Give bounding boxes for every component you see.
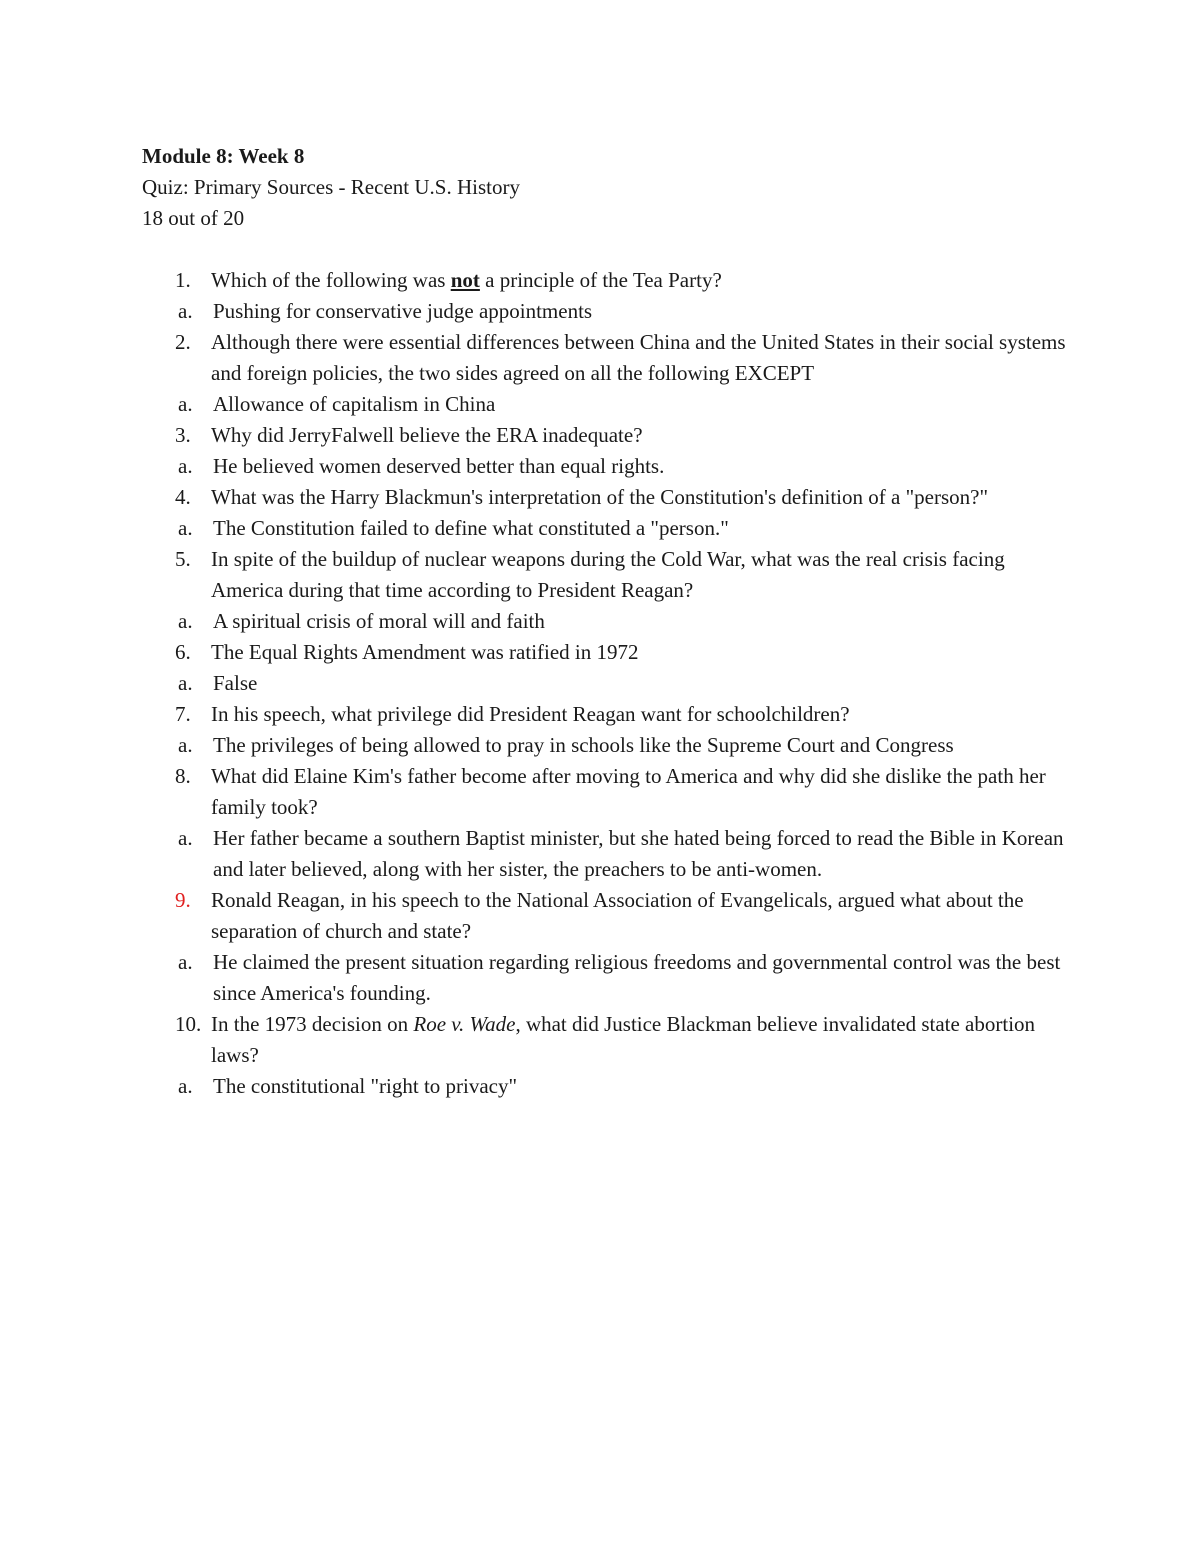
question-text: What did Elaine Kim's father become after moving to America and why did she dislike the path her family took? xyxy=(211,764,1046,819)
question-text-part: a principle of the Tea Party? xyxy=(479,268,722,292)
answer-letter: a. xyxy=(178,1074,193,1098)
question-text: What was the Harry Blackmun's interpretation of the Constitution's definition of a "person?" xyxy=(211,485,989,509)
question-number: 10. xyxy=(175,1012,202,1036)
question-text: Although there were essential differences between China and the United States in their social systems and foreign policies, the two sides agreed on all the following EXCEPT xyxy=(211,330,1066,385)
question-item xyxy=(142,327,1072,389)
answer-letter: a. xyxy=(178,733,193,757)
answer-letter: a. xyxy=(178,392,193,416)
quiz-score: 18 out of 20 xyxy=(142,206,245,230)
question-number: 3. xyxy=(175,423,191,447)
question-text-part: Which of the following was xyxy=(211,268,451,292)
answer-text: The Constitution failed to define what constituted a "person." xyxy=(213,516,729,540)
question-text: Why did JerryFalwell believe the ERA inadequate? xyxy=(211,423,643,447)
answer-letter: a. xyxy=(178,516,193,540)
answer-text: He claimed the present situation regarding religious freedoms and governmental control was the best since America's founding. xyxy=(213,950,1061,1005)
question-item xyxy=(142,637,1072,668)
answer-letter: a. xyxy=(178,671,193,695)
question-item xyxy=(142,699,1072,730)
case-name: Roe v. Wade xyxy=(413,1012,516,1036)
answer-text: Her father became a southern Baptist minister, but she hated being forced to read the Bible in Korean and later believed, along with her sister, the preachers to be anti-women. xyxy=(213,826,1064,881)
answer-text: The constitutional "right to privacy" xyxy=(213,1074,518,1098)
answer-item xyxy=(142,668,1072,699)
question-number: 2. xyxy=(175,330,191,354)
answer-item xyxy=(142,513,1072,544)
page-title: Module 8: Week 8 xyxy=(142,144,305,168)
answer-text: A spiritual crisis of moral will and faith xyxy=(213,609,545,633)
answer-item xyxy=(142,606,1072,637)
question-text-part: In the 1973 decision on xyxy=(211,1012,414,1036)
question-number-incorrect: 9. xyxy=(175,888,191,912)
question-text xyxy=(211,1009,1072,1071)
question-text: The Equal Rights Amendment was ratified in 1972 xyxy=(211,640,639,664)
answer-letter: a. xyxy=(178,950,193,974)
document-header xyxy=(142,141,1082,234)
question-text-part: , what did Justice Blackman believe invalidated state abortion laws? xyxy=(211,1012,1036,1067)
answer-letter: a. xyxy=(178,454,193,478)
question-text: In spite of the buildup of nuclear weapons during the Cold War, what was the real crisis facing America during that time according to President Reagan? xyxy=(211,547,1005,602)
question-item xyxy=(142,265,1072,296)
answer-item xyxy=(142,451,1072,482)
answer-text: Allowance of capitalism in China xyxy=(213,392,496,416)
question-item xyxy=(142,761,1072,823)
question-number: 6. xyxy=(175,640,191,664)
answer-text: He believed women deserved better than equal rights. xyxy=(213,454,665,478)
answer-item xyxy=(142,823,1072,885)
question-number: 4. xyxy=(175,485,191,509)
question-number: 5. xyxy=(175,547,191,571)
answer-item xyxy=(142,1071,1072,1102)
question-number: 7. xyxy=(175,702,191,726)
question-number: 8. xyxy=(175,764,191,788)
answer-text: False xyxy=(213,671,258,695)
question-text: In his speech, what privilege did President Reagan want for schoolchildren? xyxy=(211,702,850,726)
answer-text: Pushing for conservative judge appointments xyxy=(213,299,593,323)
answer-letter: a. xyxy=(178,609,193,633)
answer-text: The privileges of being allowed to pray in schools like the Supreme Court and Congress xyxy=(213,733,954,757)
question-item xyxy=(142,544,1072,606)
question-item-incorrect xyxy=(142,885,1072,947)
question-text xyxy=(211,265,1072,296)
quiz-subtitle: Quiz: Primary Sources - Recent U.S. History xyxy=(142,175,520,199)
question-item xyxy=(142,420,1072,451)
answer-item xyxy=(142,947,1072,1009)
question-text: Ronald Reagan, in his speech to the National Association of Evangelicals, argued what about the separation of church and state? xyxy=(211,888,1024,943)
answer-item xyxy=(142,296,1072,327)
question-list xyxy=(142,265,1072,1102)
answer-item xyxy=(142,389,1072,420)
answer-item xyxy=(142,730,1072,761)
question-item xyxy=(142,482,1072,513)
question-emphasis: not xyxy=(450,268,480,292)
question-number: 1. xyxy=(175,268,191,292)
answer-letter: a. xyxy=(178,826,193,850)
answer-letter: a. xyxy=(178,299,193,323)
question-item xyxy=(142,1009,1072,1071)
